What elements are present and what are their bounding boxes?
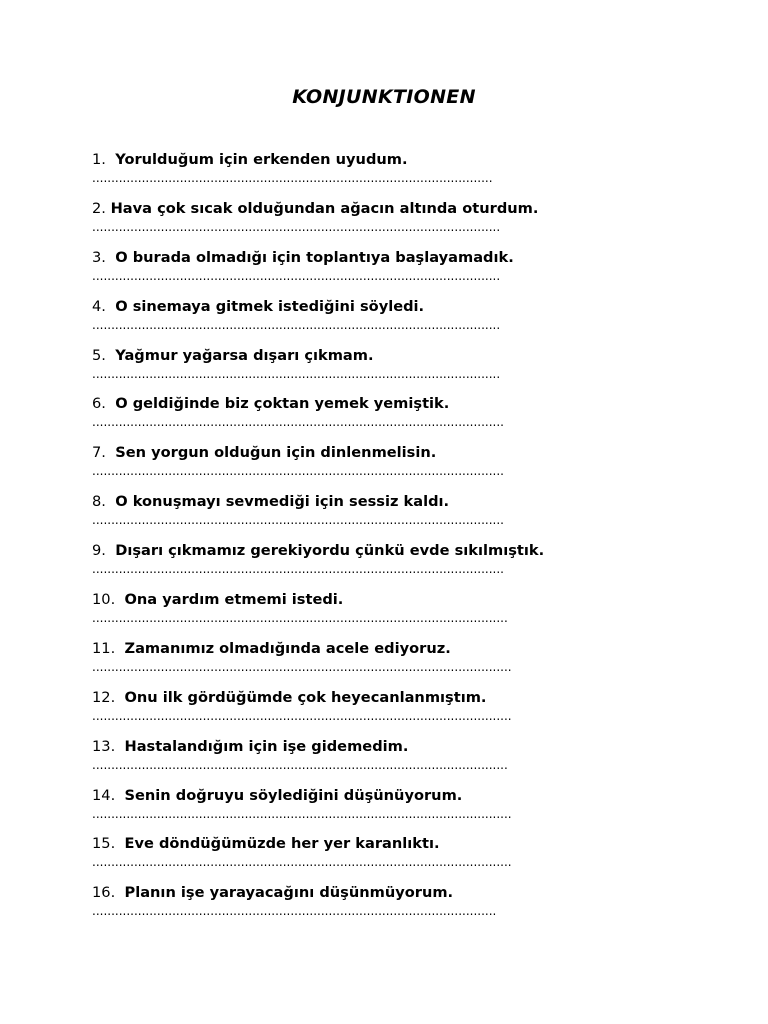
exercise-sentence: O sinemaya gitmek istediğini söyledi.: [115, 297, 425, 315]
answer-line[interactable]: ............................................................................................................: [92, 415, 504, 430]
number-separator: [106, 542, 115, 559]
exercise-item: [92, 834, 692, 883]
exercise-question: [92, 248, 692, 268]
exercise-number: 8.: [92, 493, 106, 511]
answer-line[interactable]: ...........................................................................................................: [92, 317, 501, 332]
exercise-number: 7.: [92, 444, 106, 462]
exercise-item: [92, 297, 692, 346]
exercise-sentence: Ona yardım etmemi istedi.: [124, 591, 344, 609]
exercise-sentence: Hava çok sıcak olduğundan ağacın altında oturdum.: [110, 199, 539, 217]
exercise-item: [92, 737, 692, 786]
exercise-list: [92, 150, 692, 932]
exercise-item: [92, 248, 692, 297]
exercise-number: 15.: [92, 835, 116, 853]
exercise-sentence: Onu ilk gördüğümde çok heyecanlanmıştım.: [124, 688, 487, 706]
answer-line[interactable]: .........................................................................................................: [92, 171, 493, 185]
answer-line[interactable]: ..............................................................................................................: [92, 855, 512, 870]
answer-line[interactable]: ............................................................................................................: [92, 464, 504, 479]
answer-line[interactable]: ...........................................................................................................: [92, 268, 501, 283]
exercise-question: [92, 199, 692, 219]
exercise-item: [92, 443, 692, 492]
exercise-number: 2.: [92, 199, 106, 217]
exercise-sentence: Sen yorgun olduğun için dinlenmelisin.: [115, 444, 437, 462]
exercise-question: [92, 883, 692, 903]
number-separator: [115, 835, 124, 852]
exercise-sentence: Planın işe yarayacağını düşünmüyorum.: [124, 884, 454, 902]
exercise-item: [92, 883, 692, 932]
exercise-sentence: Senin doğruyu söylediğini düşünüyorum.: [124, 786, 463, 804]
answer-line[interactable]: .............................................................................................................: [92, 611, 508, 626]
number-separator: [106, 249, 115, 266]
exercise-question: [92, 834, 692, 854]
exercise-question: [92, 150, 692, 170]
answer-line[interactable]: ............................................................................................................: [92, 562, 504, 577]
exercise-item: [92, 150, 692, 199]
number-separator: [115, 787, 124, 804]
exercise-question: [92, 786, 692, 806]
exercise-number: 16.: [92, 884, 116, 902]
number-separator: [115, 689, 124, 706]
exercise-number: 11.: [92, 639, 116, 657]
exercise-number: 1.: [92, 151, 106, 168]
answer-line[interactable]: ............................................................................................................: [92, 513, 504, 528]
answer-line[interactable]: ..............................................................................................................: [92, 659, 512, 674]
exercise-sentence: O konuşmayı sevmediği için sessiz kaldı.: [115, 493, 450, 511]
exercise-number: 14.: [92, 786, 116, 804]
exercise-question: [92, 443, 692, 463]
answer-line[interactable]: ...........................................................................................................: [92, 366, 501, 381]
exercise-sentence: Yorulduğum için erkenden uyudum.: [115, 151, 408, 168]
answer-line[interactable]: ..............................................................................................................: [92, 806, 512, 821]
exercise-number: 5.: [92, 346, 106, 364]
exercise-item: [92, 688, 692, 737]
exercise-sentence: Eve döndüğümüzde her yer karanlıktı.: [124, 835, 440, 853]
page-title: KONJUNKTIONEN: [292, 86, 476, 108]
exercise-question: [92, 297, 692, 317]
answer-line[interactable]: .............................................................................................................: [92, 757, 508, 772]
exercise-number: 13.: [92, 737, 116, 755]
exercise-number: 4.: [92, 297, 106, 315]
exercise-number: 3.: [92, 248, 106, 266]
exercise-sentence: O geldiğinde biz çoktan yemek yemiştik.: [115, 395, 450, 413]
exercise-number: 10.: [92, 591, 116, 609]
number-separator: [115, 884, 124, 901]
exercise-question: [92, 394, 692, 414]
exercise-sentence: Yağmur yağarsa dışarı çıkmam.: [115, 346, 374, 364]
exercise-question: [92, 541, 692, 561]
answer-line[interactable]: ..........................................................................................................: [92, 904, 497, 919]
exercise-number: 12.: [92, 688, 116, 706]
number-separator: [115, 640, 124, 657]
exercise-number: 9.: [92, 542, 106, 560]
exercise-sentence: Dışarı çıkmamız gerekiyordu çünkü evde sıkılmıştık.: [115, 542, 545, 560]
exercise-number: 6.: [92, 395, 106, 413]
exercise-question: [92, 688, 692, 708]
exercise-item: [92, 199, 692, 248]
number-separator: [106, 298, 115, 315]
exercise-sentence: O burada olmadığı için toplantıya başlayamadık.: [115, 248, 514, 266]
exercise-item: [92, 394, 692, 443]
number-separator: [115, 591, 124, 608]
exercise-question: [92, 590, 692, 610]
answer-line[interactable]: ..............................................................................................................: [92, 708, 512, 723]
number-separator: [106, 444, 115, 461]
exercise-item: [92, 541, 692, 590]
exercise-sentence: Zamanımız olmadığında acele ediyoruz.: [124, 639, 451, 657]
exercise-item: [92, 590, 692, 639]
exercise-item: [92, 786, 692, 835]
answer-line[interactable]: ...........................................................................................................: [92, 219, 501, 234]
exercise-question: [92, 346, 692, 366]
number-separator: [106, 347, 115, 364]
exercise-item: [92, 639, 692, 688]
exercise-question: [92, 492, 692, 512]
exercise-sentence: Hastalandığım için işe gidemedim.: [124, 737, 409, 755]
exercise-question: [92, 639, 692, 659]
number-separator: [106, 493, 115, 510]
exercise-item: [92, 492, 692, 541]
exercise-item: [92, 346, 692, 395]
number-separator: [106, 395, 115, 412]
number-separator: [106, 151, 115, 168]
number-separator: [115, 738, 124, 755]
exercise-question: [92, 737, 692, 757]
